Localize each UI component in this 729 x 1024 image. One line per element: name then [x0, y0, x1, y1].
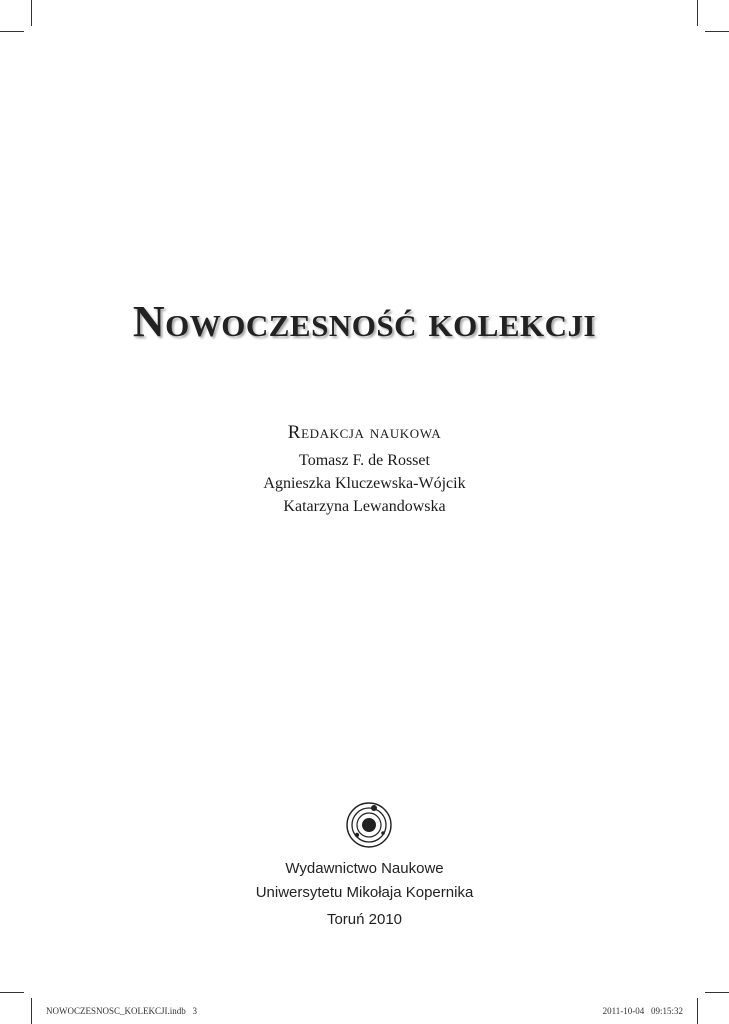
crop-mark-top-left-horizontal — [0, 31, 24, 32]
publisher-line-2: Uniwersytetu Mikołaja Kopernika — [255, 884, 474, 901]
editors-block — [0, 422, 729, 518]
publisher-line-1: Wydawnictwo Naukowe — [285, 860, 444, 877]
place-year: Toruń 2010 — [326, 911, 403, 928]
crop-mark-top-right-horizontal — [705, 31, 729, 32]
editors-label: Redakcja naukowa — [287, 422, 442, 443]
slug-file-info: NOWOCZESNOSC_KOLEKCJI.indb 3 — [46, 1006, 198, 1016]
editor-name: Katarzyna Lewandowska — [283, 498, 446, 515]
book-title: Nowoczesność kolekcji — [132, 297, 597, 346]
orbit-logo-icon — [343, 799, 395, 851]
editor-name: Tomasz F. de Rosset — [299, 452, 430, 469]
crop-mark-top-left-vertical — [31, 0, 32, 26]
crop-mark-bottom-left-horizontal — [0, 992, 24, 993]
crop-mark-bottom-right-horizontal — [705, 992, 729, 993]
slug-timestamp: 2011-10-04 09:15:32 — [602, 1006, 683, 1016]
editor-name: Agnieszka Kluczewska-Wójcik — [263, 475, 466, 492]
crop-mark-bottom-left-vertical — [31, 998, 32, 1024]
publisher-block — [0, 857, 729, 905]
crop-mark-top-right-vertical — [697, 0, 698, 26]
crop-mark-bottom-right-vertical — [697, 998, 698, 1024]
